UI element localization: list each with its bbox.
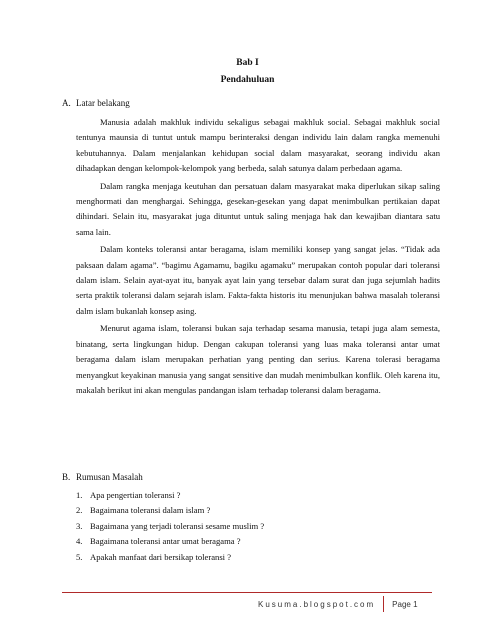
section-b-heading: [62, 472, 143, 482]
list-text: Apakah manfaat dari bersikap toleransi ?: [90, 551, 232, 562]
section-b-title: Rumusan Masalah: [76, 472, 143, 482]
list-item: [76, 550, 264, 565]
page-number: Page 1: [392, 599, 418, 609]
paragraph: Manusia adalah makhluk individu sekaligus sebagai makhluk social. Sebagai makhluk social tentunya maunsia di tuntut untuk mampu berinteraksi dengan individu lain dalam rangka memenuhi kebutuhannya. Dalam menjalankan kehidupan social dalam masyarakat, seorang individu akan dihadapkan dengan kelompok-kelompok yang berbeda, salah satunya dalam perbedaan agama.: [76, 117, 440, 174]
list-item: [76, 534, 264, 549]
section-a-title: Latar belakang: [76, 98, 130, 108]
list-number: 1.: [76, 490, 83, 500]
chapter-title: Pendahuluan: [220, 75, 275, 85]
section-a-label: A.: [62, 98, 71, 108]
list-text: Bagaimana toleransi dalam islam ?: [90, 505, 211, 516]
section-a-body: [76, 115, 440, 400]
paragraph: Dalam rangka menjaga keutuhan dan persatuan dalam masyarakat maka diperlukan sikap saling menghormati dan menghargai. Sehingga, gesekan-gesekan yang dapat menimbulkan pertikaian dapat dihindari. Selain itu, masyarakat juga dituntut untuk saling menjaga hak dan kewajiban diantara satu sama lain.: [76, 180, 440, 237]
section-a-heading: [62, 98, 130, 108]
problem-list: [76, 488, 264, 565]
list-number: 3.: [76, 520, 83, 531]
chapter-heading: Bab I: [236, 58, 259, 68]
list-item: [76, 519, 264, 534]
section-b-label: B.: [62, 472, 71, 482]
list-text: Bagaimana toleransi antar umat beragama ?: [90, 536, 241, 547]
footer-divider: [62, 592, 432, 593]
page-footer: [258, 596, 418, 612]
list-text: Apa pengertian toleransi ?: [90, 490, 181, 500]
list-number: 2.: [76, 505, 83, 516]
paragraph: Menurut agama islam, toleransi bukan saja terhadap sesama manusia, tetapi juga alam semesta, binatang, serta lingkungan hidup. Dengan cakupan toleransi yang luas maka toleransi antar umat beragama dalam islam merupakan perhatian yang penting dan serius. Karena tolerasi beragama menyangkut keyakinan manusia yang sangat sensitive dan mudah menimbulkan konflik. Oleh karena itu, makalah berikut ini akan mengulas pandangan islam terhadap toleransi dalam beragama.: [76, 323, 440, 395]
list-number: 5.: [76, 551, 83, 562]
paragraph: Dalam konteks toleransi antar beragama, islam memiliki konsep yang sangat jelas. “Tidak ada paksaan dalam agama”. “bagimu Agamamu, bagiku agamaku” merupakan contoh popular dari toleransi dalam islam. Selain ayat-ayat itu, banyak ayat lain yang tersebar dalam surat dan juga sejumlah hadits serta praktik toleransi dalam sejarah islam. Fakta-fakta historis itu menunjukan bahwa masalah toleransi dalm islam bukanlah konsep asing.: [76, 244, 440, 316]
list-item: [76, 488, 264, 503]
list-item: [76, 503, 264, 518]
footer-site: Kusuma.blogspot.com: [258, 599, 376, 609]
list-text: Bagaimana yang terjadi toleransi sesame muslim ?: [90, 520, 265, 531]
list-number: 4.: [76, 536, 83, 547]
footer-separator: [383, 596, 384, 612]
